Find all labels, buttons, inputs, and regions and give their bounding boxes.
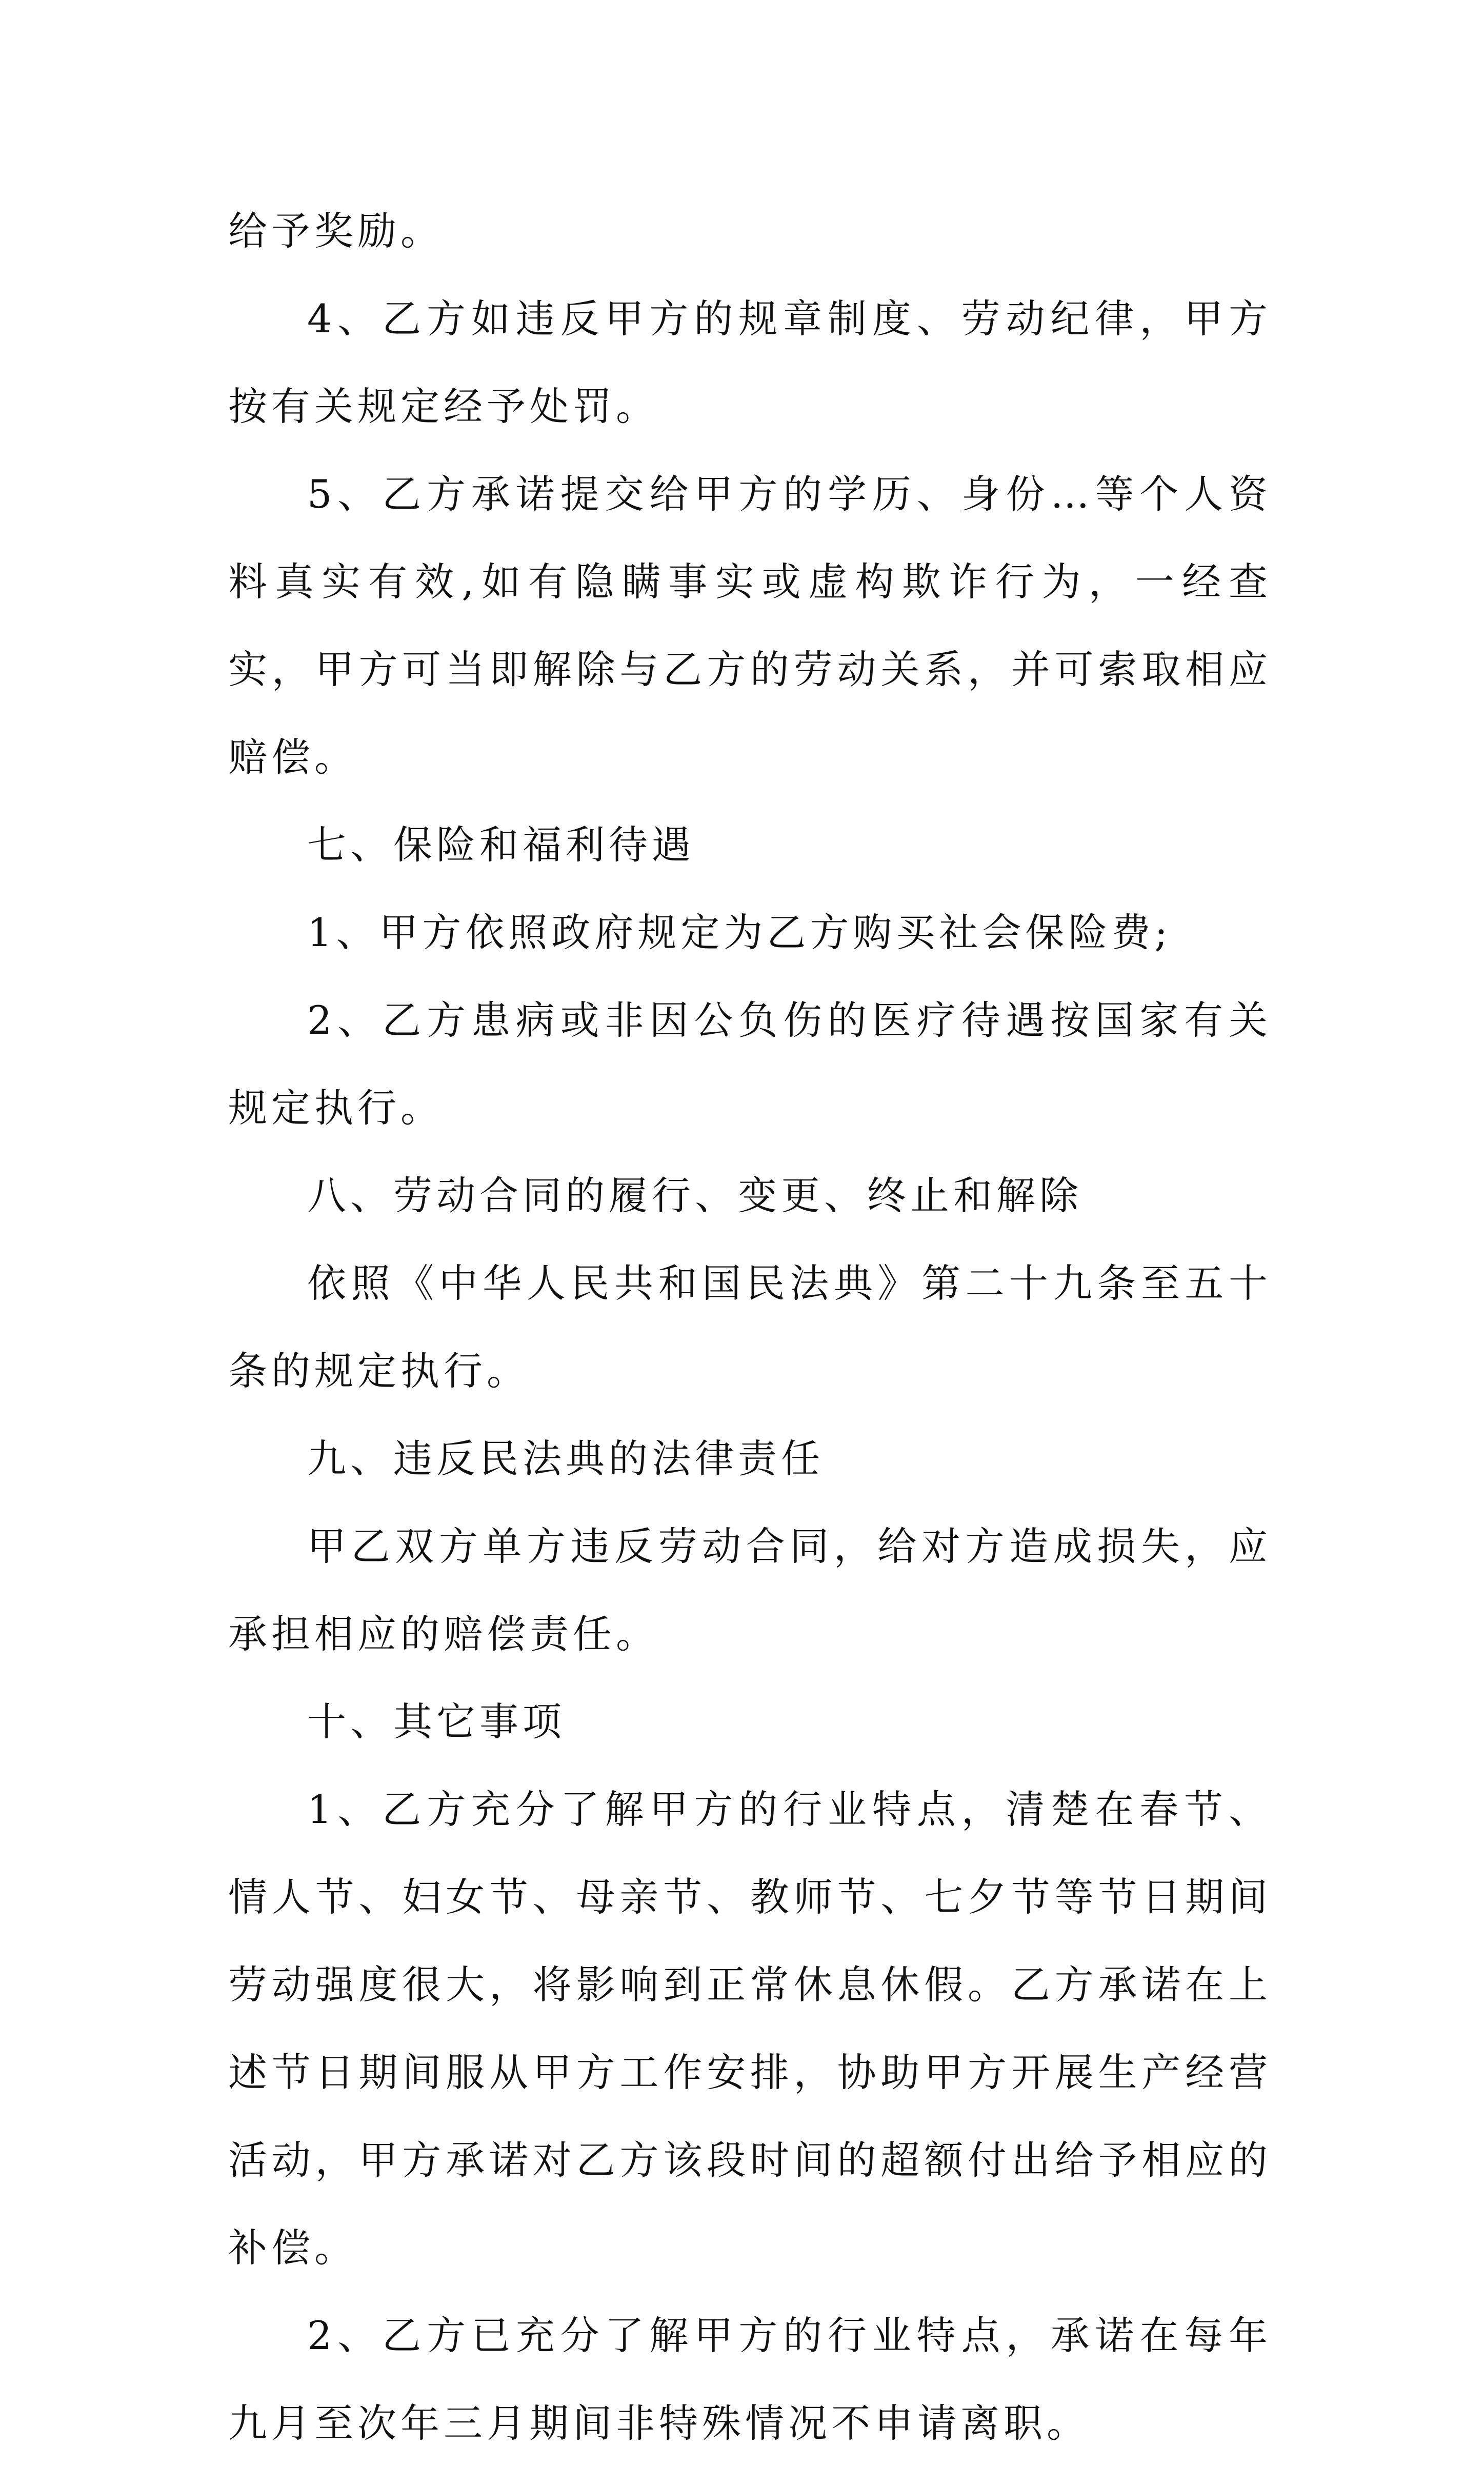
paragraph-reward-continuation: 给予奖励。 — [228, 208, 444, 254]
section-heading-8: 八、劳动合同的履行、变更、终止和解除 — [307, 1173, 1082, 1218]
paragraph-clause-4: 4、乙方如违反甲方的规章制度、劳动纪律，甲方按有关规定经予处罚。 — [228, 296, 1272, 429]
paragraph-insurance-1: 1、甲方依照政府规定为乙方购买社会保险费; — [307, 910, 1172, 955]
paragraph-other-2: 2、乙方已充分了解甲方的行业特点，承诺在每年九月至次年三月期间非特殊情况不申请离职。 — [228, 2313, 1272, 2446]
section-heading-10: 十、其它事项 — [307, 1699, 566, 1744]
paragraph-clause-5: 5、乙方承诺提交给甲方的学历、身份…等个人资料真实有效,如有隐瞒事实或虚构欺诈行为，一经查实，甲方可当即解除与乙方的劳动关系，并可索取相应赔偿。 — [228, 471, 1272, 780]
paragraph-insurance-2: 2、乙方患病或非因公负伤的医疗待遇按国家有关规定执行。 — [228, 997, 1272, 1131]
section-heading-9: 九、违反民法典的法律责任 — [307, 1436, 824, 1481]
document-body — [228, 187, 1272, 2467]
paragraph-other-1: 1、乙方充分了解甲方的行业特点，清楚在春节、情人节、妇女节、母亲节、教师节、七夕节等节日期间劳动强度很大，将影响到正常休息休假。乙方承诺在上述节日期间服从甲方工作安排，协助甲方开展生产经营活动，甲方承诺对乙方该段时间的超额付出给予相应的补偿。 — [228, 1787, 1272, 2271]
paragraph-contract-performance: 依照《中华人民共和国民法典》第二十九条至五十条的规定执行。 — [228, 1260, 1272, 1394]
section-heading-7: 七、保险和福利待遇 — [307, 822, 695, 868]
paragraph-liability: 甲乙双方单方违反劳动合同，给对方造成损失，应承担相应的赔偿责任。 — [228, 1523, 1272, 1657]
